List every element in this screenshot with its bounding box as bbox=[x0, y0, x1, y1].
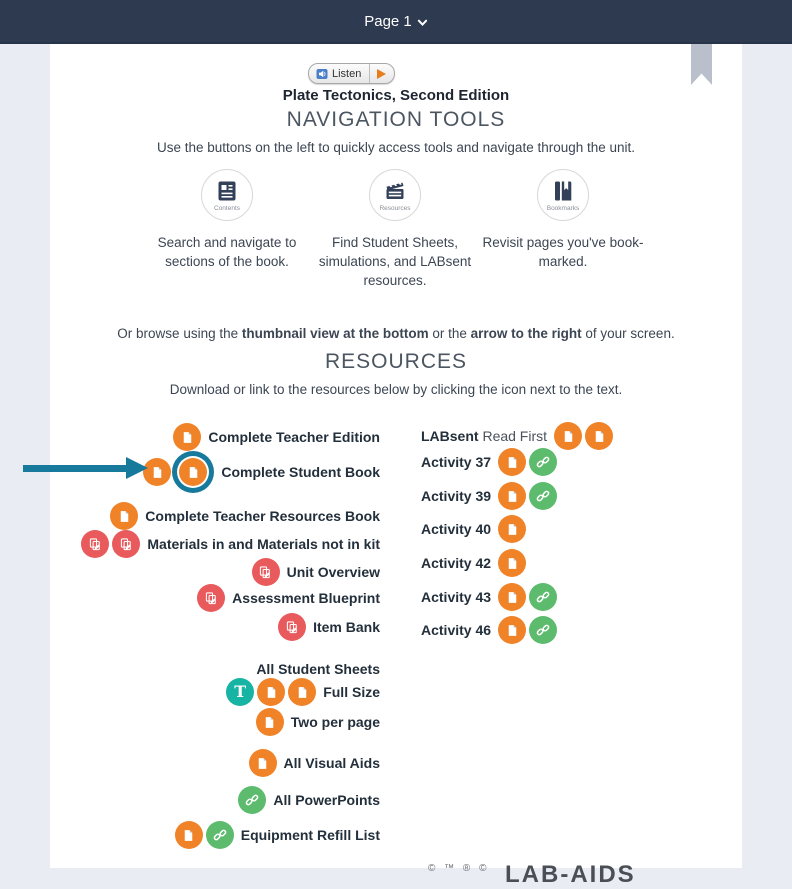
speaker-icon bbox=[316, 68, 328, 80]
resource-row bbox=[278, 613, 380, 641]
browse-hint-emphasis: thumbnail view at the bottom bbox=[241, 325, 429, 341]
document-icon[interactable] bbox=[498, 515, 526, 543]
document-icon[interactable] bbox=[110, 502, 138, 530]
resource-row bbox=[143, 458, 380, 486]
resource-row bbox=[173, 423, 380, 451]
resource-row bbox=[110, 502, 380, 530]
navigation-intro: Use the buttons on the left to quickly access tools and navigate through the unit. bbox=[156, 140, 636, 155]
resource-label: All PowerPoints bbox=[273, 792, 380, 808]
listen-play-button[interactable] bbox=[369, 64, 394, 83]
nav-tool-description: Search and navigate to sections of the book. bbox=[157, 235, 297, 269]
resources-heading: RESOURCES bbox=[324, 350, 468, 373]
resource-label: Complete Student Book bbox=[221, 464, 380, 480]
edit-document-icon[interactable] bbox=[81, 530, 109, 558]
contents-icon bbox=[215, 178, 239, 204]
listen-button[interactable] bbox=[308, 63, 395, 84]
resource-row bbox=[238, 786, 380, 814]
edit-document-icon[interactable] bbox=[252, 558, 280, 586]
resource-label: Equipment Refill List bbox=[240, 827, 380, 843]
resource-row bbox=[421, 448, 557, 476]
resource-label-rest: Read First bbox=[478, 428, 548, 444]
play-icon bbox=[377, 69, 386, 79]
nav-tool-description: Find Student Sheets, simulations, and LABsent resources. bbox=[318, 235, 472, 288]
link-icon[interactable] bbox=[529, 482, 557, 510]
resource-label: Item Bank bbox=[313, 619, 380, 635]
document-icon[interactable] bbox=[498, 448, 526, 476]
resource-row bbox=[256, 708, 380, 736]
resource-row bbox=[421, 616, 557, 644]
document-icon[interactable] bbox=[498, 482, 526, 510]
nav-tool-description: Revisit pages you've book-marked. bbox=[482, 235, 644, 269]
resource-label: Activity 37 bbox=[421, 454, 492, 470]
resource-label: All Student Sheets bbox=[256, 661, 380, 677]
resource-label: All Visual Aids bbox=[283, 755, 380, 771]
book-title: Plate Tectonics, Second Edition bbox=[282, 87, 510, 104]
resource-label-bold: LABsent bbox=[421, 428, 479, 444]
document-icon[interactable] bbox=[288, 678, 316, 706]
resource-row bbox=[421, 482, 557, 510]
nav-tool-bookmarks bbox=[478, 169, 648, 271]
edit-document-icon[interactable] bbox=[112, 530, 140, 558]
document-icon[interactable] bbox=[173, 423, 201, 451]
link-icon[interactable] bbox=[529, 448, 557, 476]
document-icon[interactable] bbox=[498, 616, 526, 644]
resource-label: Complete Teacher Resources Book bbox=[145, 508, 380, 524]
resource-label: Unit Overview bbox=[286, 564, 380, 580]
document-icon[interactable] bbox=[249, 749, 277, 777]
top-bar bbox=[0, 0, 792, 44]
resource-row bbox=[249, 749, 380, 777]
document-icon[interactable] bbox=[585, 422, 613, 450]
bookmarks-button[interactable] bbox=[537, 169, 589, 221]
resource-row bbox=[421, 422, 613, 450]
annotation-arrow bbox=[23, 457, 148, 479]
resource-row bbox=[81, 530, 380, 558]
page-label: Page 1 bbox=[364, 12, 412, 30]
resource-label: Activity 46 bbox=[421, 622, 492, 638]
resources-button[interactable] bbox=[369, 169, 421, 221]
resource-label: Full Size bbox=[323, 684, 380, 700]
chevron-down-icon bbox=[417, 19, 428, 27]
resource-row bbox=[226, 678, 380, 706]
navigation-tools-heading: NAVIGATION TOOLS bbox=[286, 108, 506, 131]
link-icon[interactable] bbox=[529, 616, 557, 644]
browse-hint-emphasis: arrow to the right bbox=[470, 325, 582, 341]
link-icon[interactable] bbox=[206, 821, 234, 849]
resources-intro: Download or link to the resources below by clicking the icon next to the text. bbox=[169, 382, 623, 397]
resources-icon bbox=[383, 178, 407, 204]
edit-document-icon[interactable] bbox=[197, 584, 225, 612]
publisher-logo: LAB-AIDS bbox=[505, 861, 636, 888]
resource-row bbox=[175, 821, 380, 849]
nav-circle-label: Bookmarks bbox=[546, 205, 580, 212]
document-icon[interactable] bbox=[256, 708, 284, 736]
nav-circle-label: Contents bbox=[213, 205, 241, 212]
document-icon[interactable] bbox=[554, 422, 582, 450]
document-icon[interactable] bbox=[498, 583, 526, 611]
browse-hint-text: Or browse using the bbox=[117, 325, 242, 341]
document-icon[interactable] bbox=[257, 678, 285, 706]
footer-trademarks: © ™ ® © bbox=[428, 863, 490, 874]
resource-group-header bbox=[256, 661, 380, 677]
document-icon[interactable] bbox=[179, 458, 207, 486]
text-document-icon[interactable]: T bbox=[226, 678, 254, 706]
resource-label: Activity 43 bbox=[421, 589, 492, 605]
browse-hint bbox=[50, 326, 742, 341]
resource-row bbox=[421, 515, 526, 543]
document-page bbox=[50, 44, 742, 888]
edit-document-icon[interactable] bbox=[278, 613, 306, 641]
resource-label: Activity 39 bbox=[421, 488, 492, 504]
document-icon[interactable] bbox=[175, 821, 203, 849]
resource-label: Activity 42 bbox=[421, 555, 492, 571]
browse-hint-text: of your screen. bbox=[581, 325, 675, 341]
resource-label: Materials in and Materials not in kit bbox=[147, 536, 380, 552]
nav-tool-resources bbox=[310, 169, 480, 290]
contents-button[interactable] bbox=[201, 169, 253, 221]
nav-circle-label: Resources bbox=[379, 205, 411, 212]
link-icon[interactable] bbox=[238, 786, 266, 814]
resource-row bbox=[421, 549, 526, 577]
resource-label: Two per page bbox=[290, 714, 380, 730]
resource-label bbox=[421, 428, 547, 444]
resource-row bbox=[197, 584, 380, 612]
nav-tool-contents bbox=[142, 169, 312, 271]
listen-label: Listen bbox=[332, 67, 362, 80]
document-icon[interactable] bbox=[498, 549, 526, 577]
browse-hint-text: or the bbox=[428, 325, 471, 341]
resource-label: Complete Teacher Edition bbox=[208, 429, 380, 445]
bookmarks-icon bbox=[551, 178, 575, 204]
link-icon[interactable] bbox=[529, 583, 557, 611]
resource-label: Activity 40 bbox=[421, 521, 492, 537]
resource-row bbox=[252, 558, 380, 586]
page-selector[interactable] bbox=[364, 13, 428, 30]
resource-label: Assessment Blueprint bbox=[232, 590, 380, 606]
resource-row bbox=[421, 583, 557, 611]
